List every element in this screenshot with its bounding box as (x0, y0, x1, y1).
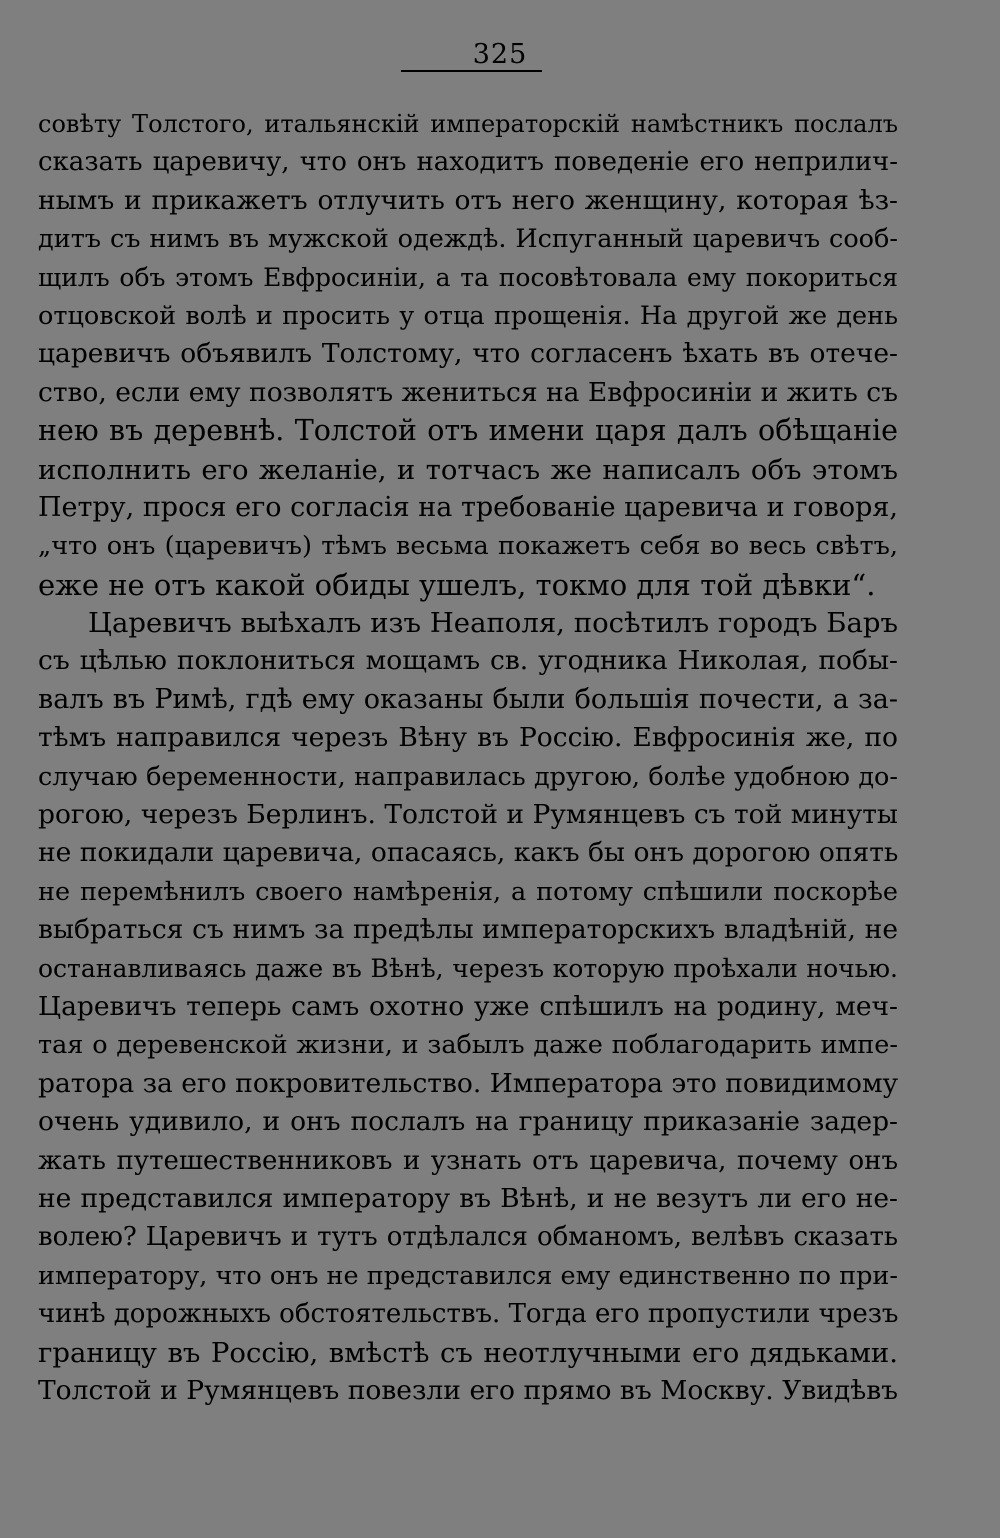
page-number-rule (401, 70, 542, 72)
text-line: сказать царевичу, что онъ находитъ поведеніе его неприлич- (38, 147, 898, 178)
text-line: тая о деревенской жизни, и забылъ даже поблагодарить импе- (38, 1030, 898, 1061)
text-line: границу въ Россію, вмѣстѣ съ неотлучными его дядьками. (38, 1336, 898, 1369)
text-line: не покидали царевича, опасаясь, какъ бы онъ дорогою опять (38, 837, 898, 869)
text-line: Толстой и Румянцевъ повезли его прямо въ Москву. Увидѣвъ (38, 1374, 898, 1406)
text-line: не перемѣнилъ своего намѣренія, а потому спѣшили поскорѣе (38, 876, 898, 907)
text-line: императору, что онъ не представился ему единственно по при- (38, 1260, 898, 1291)
text-line: еже не отъ какой обиды ушелъ, токмо для той дѣвки“. (38, 567, 876, 602)
text-line: валъ въ Римѣ, гдѣ ему оказаны были большія почести, а за- (38, 683, 898, 715)
text-line: Царевичъ выѣхалъ изъ Неаполя, посѣтилъ городъ Баръ (88, 607, 898, 640)
text-line: Петру, прося его согласія на требованіе царевича и говоря, (38, 491, 898, 523)
text-line: съ цѣлью поклониться мощамъ св. угодника Николая, побы- (38, 645, 898, 677)
text-line: отцовской волѣ и просить у отца прощенія. На другой же день (38, 300, 898, 331)
text-line: „что онъ (царевичъ) тѣмъ весьма покажетъ себя во весь свѣтъ, (38, 531, 898, 562)
text-line: ство, если ему позволятъ жениться на Евфросиніи и жить съ (38, 376, 898, 408)
text-line: совѣту Толстого, итальянскій императорскій намѣстникъ послалъ (38, 110, 898, 138)
text-line: Царевичъ теперь самъ охотно уже спѣшилъ на родину, меч- (38, 990, 898, 1022)
text-line: тѣмъ направился черезъ Вѣну въ Россію. Евфросинія же, по (38, 722, 898, 754)
text-line: не представился императору въ Вѣнѣ, и не везутъ ли его не- (38, 1182, 898, 1214)
text-line: волею? Царевичъ и тутъ отдѣлался обманомъ, велѣвъ сказать (38, 1222, 898, 1253)
text-line: жать путешественниковъ и узнать отъ царевича, почему онъ (38, 1145, 898, 1176)
text-line: царевичъ объявилъ Толстому, что согласенъ ѣхать въ отече- (38, 338, 898, 370)
text-line: нею въ деревнѣ. Толстой отъ имени царя далъ обѣщаніе (38, 414, 898, 448)
text-line: исполнить его желаніе, и тотчасъ же написалъ объ этомъ (38, 453, 898, 486)
text-line: щилъ объ этомъ Евфросиніи, а та посовѣтовала ему покориться (38, 262, 898, 292)
page-number: 325 (472, 39, 528, 70)
text-line: ратора за его покровительство. Императора это повидимому (38, 1067, 898, 1099)
text-line: чинѣ дорожныхъ обстоятельствъ. Тогда его пропустили чрезъ (38, 1299, 898, 1330)
text-line: останавливаясь даже въ Вѣнѣ, черезъ которую проѣхали ночью. (38, 953, 898, 983)
text-line: выбраться съ нимъ за предѣлы императорскихъ владѣній, не (38, 914, 898, 946)
text-line: дитъ съ нимъ въ мужской одеждѣ. Испуганный царевичъ сооб- (38, 224, 898, 255)
text-line: случаю беременности, направилась другою, болѣе удобною до- (38, 761, 898, 792)
text-line: рогою, черезъ Берлинъ. Толстой и Румянцевъ съ той минуты (38, 799, 898, 831)
text-line: очень удивило, и онъ послалъ на границу приказаніе задер- (38, 1106, 898, 1138)
text-line: нымъ и прикажетъ отлучить отъ него женщину, которая ѣз- (38, 184, 898, 216)
body-text (38, 105, 898, 1410)
